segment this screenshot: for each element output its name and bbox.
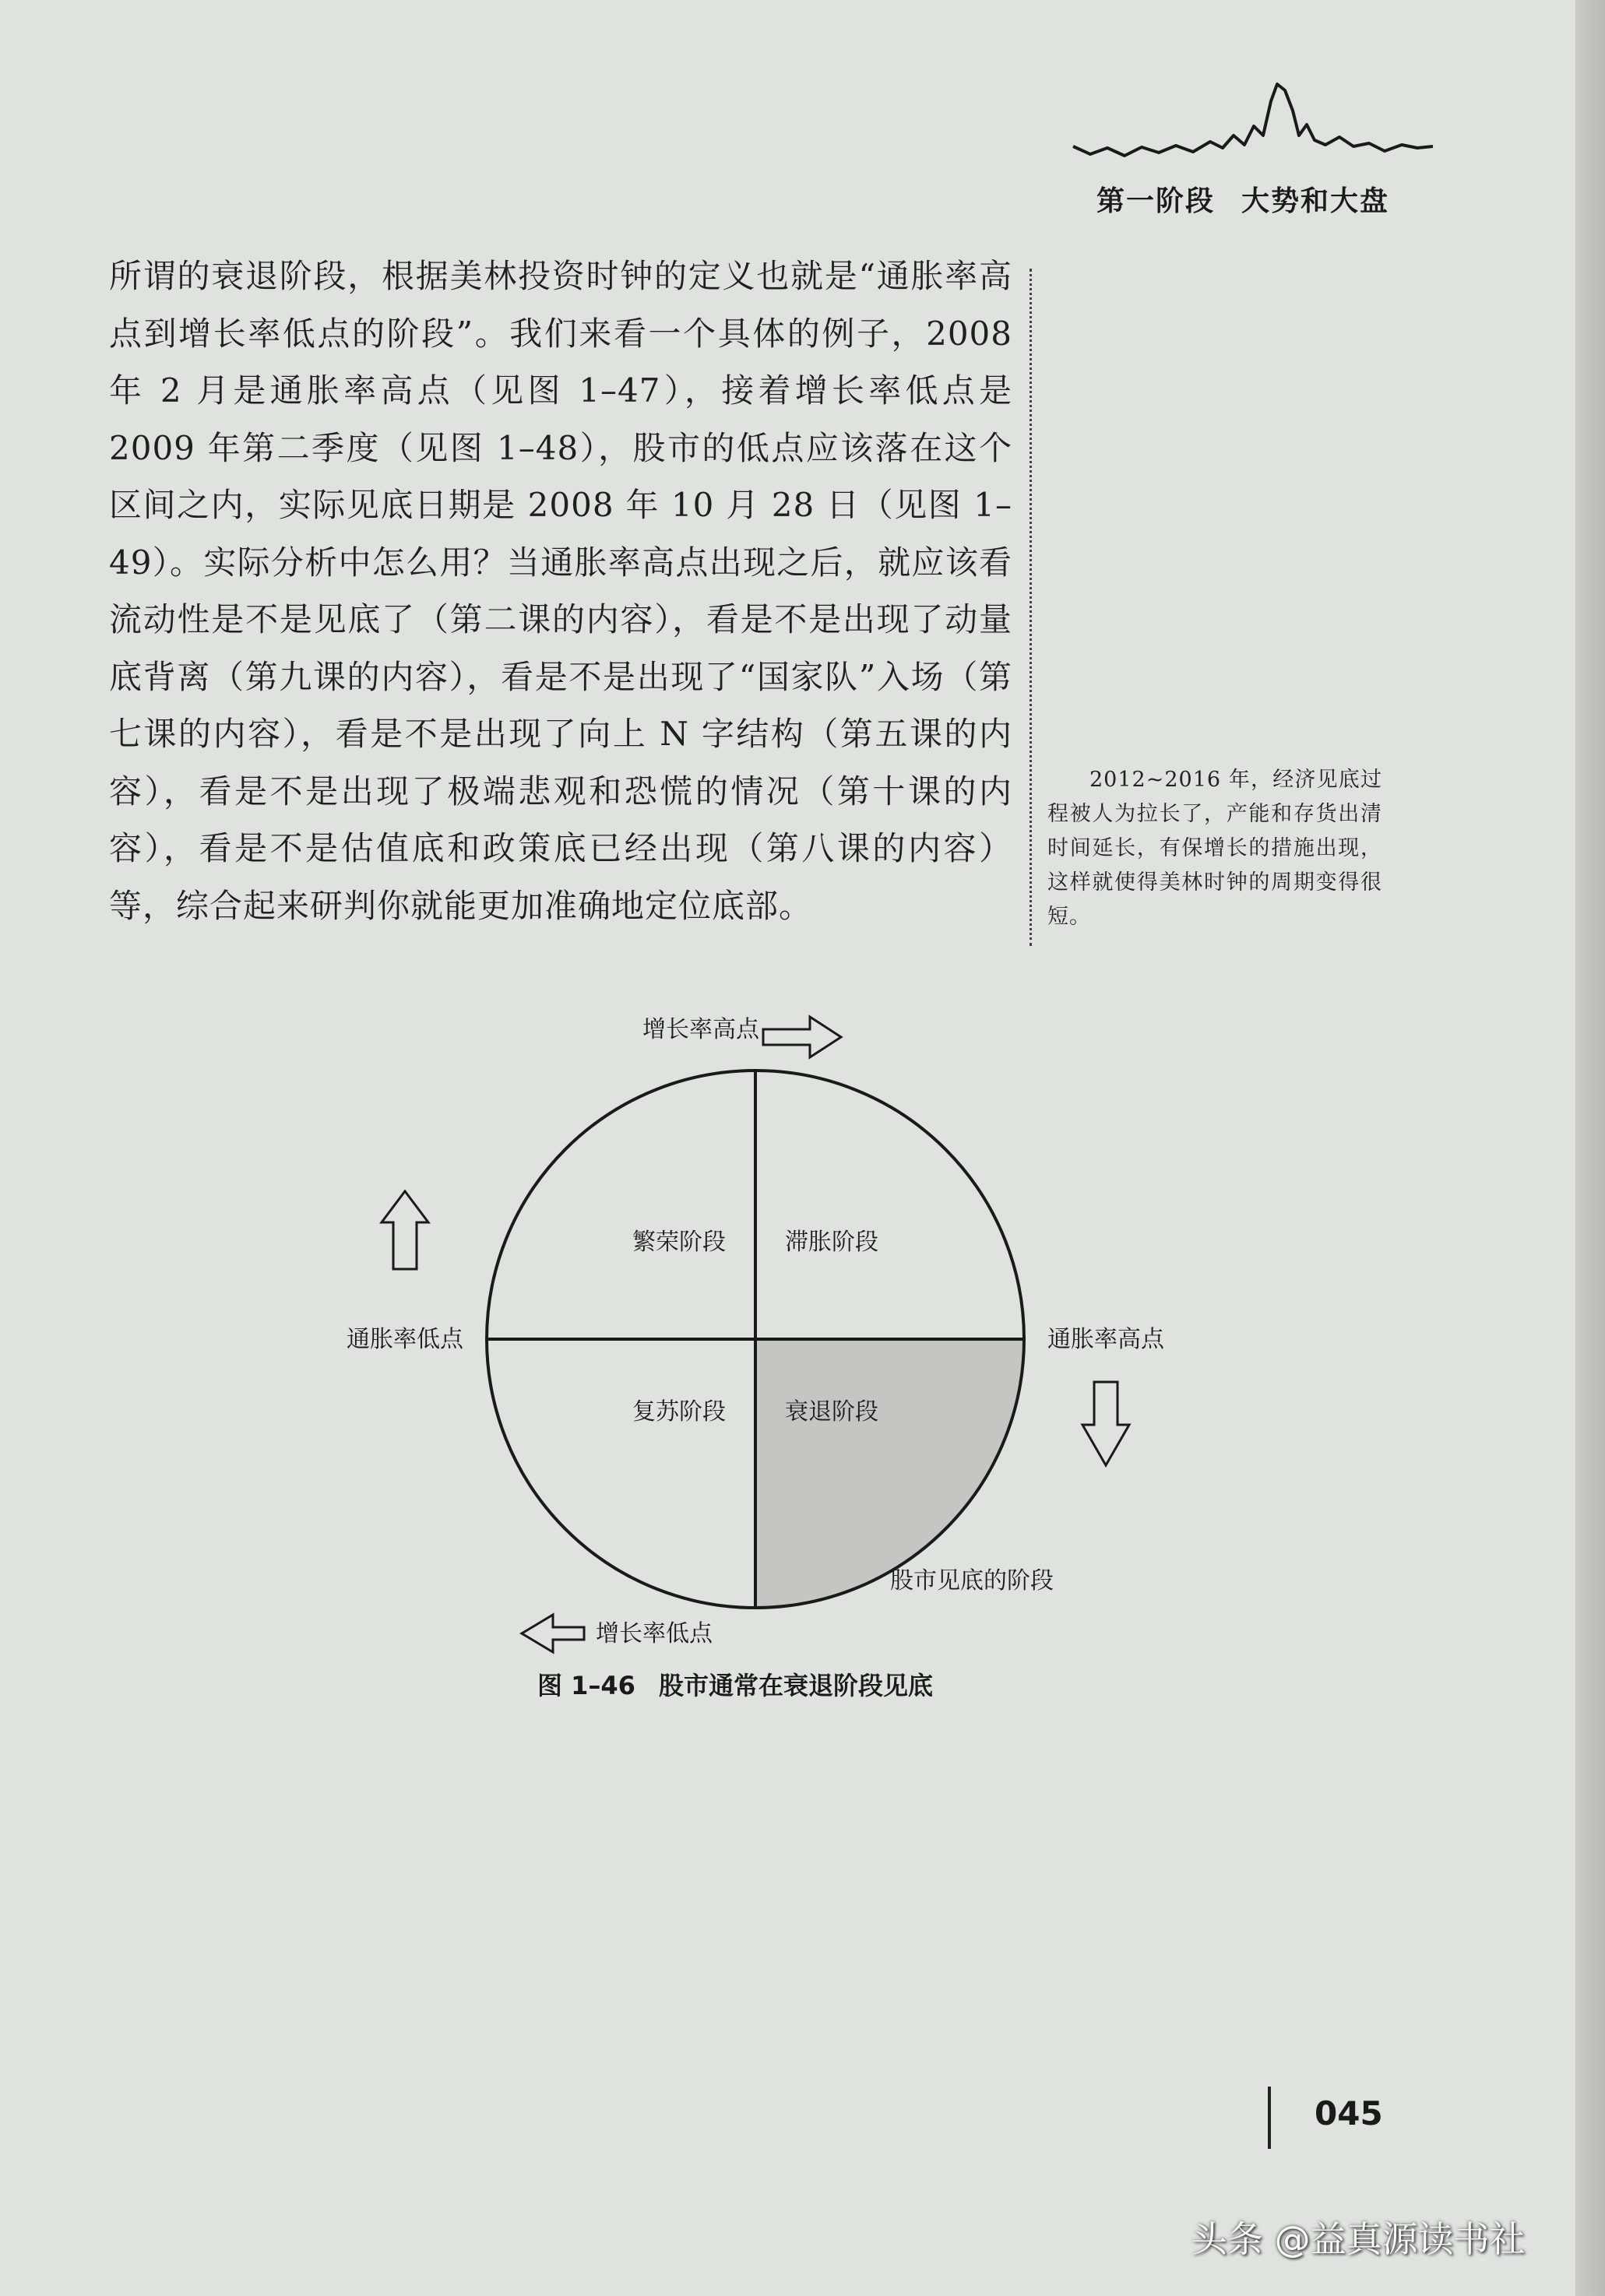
header-title: 大势和大盘 (1241, 185, 1390, 217)
page-number: 045 (1315, 2094, 1383, 2133)
figure-title: 股市通常在衰退阶段见底 (658, 1671, 933, 1700)
quadrant-recovery: 复苏阶段 (632, 1398, 726, 1426)
label-inflation-low: 通胀率低点 (347, 1326, 463, 1353)
header-section: 第一阶段 (1096, 185, 1216, 217)
body-paragraph: 所谓的衰退阶段，根据美林投资时钟的定义也就是“通胀率高点到增长率低点的阶段”。我们来看一个具体的例子，2008 年 2 月是通胀率高点（见图 1–47），接着增长率低点是 2009 年第二季度（见图 1–48），股市的低点应该落在这个区间之内，实际见底日期是 2008 年 10 月 28 日（见图 1–49）。实际分析中怎么用？当通胀率高点出现之后，就应该看流动性是不是见底了（第二课的内容），看是不是出现了动量底背离（第九课的内容），看是不是出现了“国家队”入场（第七课的内容），看是不是出现了向上 N 字结构（第五课的内容），看是不是出现了极端悲观和恐慌的情况（第十课的内容），看是不是估值底和政策底已经出现（第八课的内容）等，综合起来研判你就能更加准确地定位底部。 (109, 257, 1012, 925)
running-header (1096, 179, 1389, 219)
header-mountain-line-icon (1067, 70, 1441, 179)
quadrant-stagflation: 滞胀阶段 (785, 1229, 878, 1256)
quadrant-recession: 衰退阶段 (785, 1398, 878, 1426)
page-edge (1575, 0, 1605, 2296)
investment-clock-diagram (296, 989, 1215, 1658)
figure-number: 图 1–46 (537, 1671, 635, 1700)
watermark: 头条 @益真源读书社 (1191, 2218, 1526, 2260)
arrow-left-icon (522, 1615, 584, 1652)
margin-divider (1030, 269, 1032, 946)
figure-caption (537, 1666, 933, 1702)
body-text (109, 248, 1012, 934)
quadrant-boom: 繁荣阶段 (632, 1229, 726, 1256)
arrow-down-icon (1082, 1382, 1129, 1465)
label-growth-high: 增长率高点 (642, 1016, 759, 1043)
label-market-bottom: 股市见底的阶段 (890, 1567, 1054, 1595)
side-note-text: 2012~2016 年，经济见底过程被人为拉长了，产能和存货出清时间延长，有保增长的措施出现，这样就使得美林时钟的周期变得很短。 (1047, 768, 1382, 929)
label-growth-low: 增长率低点 (596, 1620, 713, 1647)
arrow-up-icon (382, 1191, 428, 1269)
arrow-right-icon (763, 1017, 841, 1057)
page-number-rule (1268, 2087, 1271, 2149)
side-note (1047, 763, 1382, 934)
label-inflation-high: 通胀率高点 (1047, 1326, 1164, 1353)
